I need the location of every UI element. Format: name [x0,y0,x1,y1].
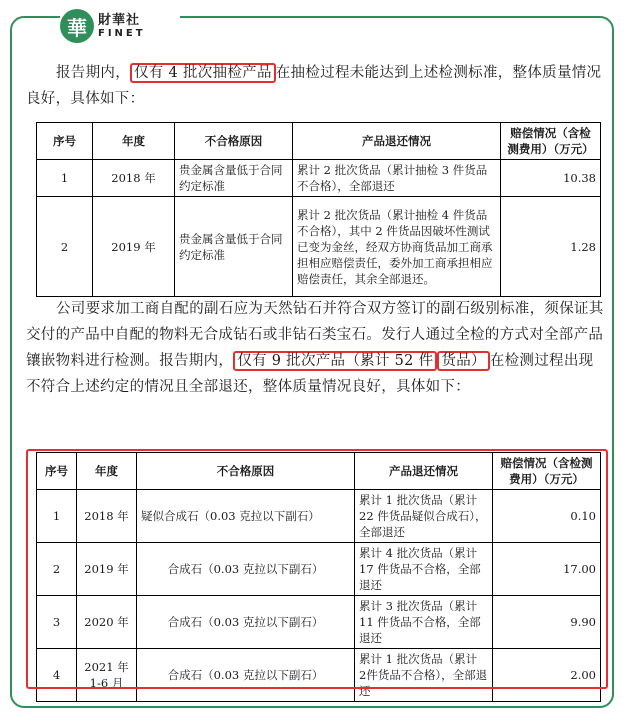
t2-header-no: 序号 [37,453,77,490]
cell-year: 2020 年 [77,596,137,649]
t1-header-return: 产品退还情况 [293,123,501,160]
cell-compensation: 10.38 [501,160,601,197]
table-stone-check [36,452,601,702]
intro-paragraph [26,60,606,112]
cell-compensation: 0.10 [493,490,601,543]
body-highlight-b: 货品） [437,351,489,371]
body-highlight-a: 仅有 9 批次产品（累计 52 件 [233,351,437,371]
logo-mark-icon: 華 [60,9,94,43]
table-row [37,160,601,197]
cell-no: 4 [37,649,77,702]
cell-no: 2 [37,197,93,297]
cell-compensation: 1.28 [501,197,601,297]
cell-return: 累计 1 批次货品（累计 2件货品不合格），全部退还 [355,649,493,702]
table-row [37,543,601,596]
cell-reason: 疑似合成石（0.03 克拉以下副石） [137,490,355,543]
cell-year: 2018 年 [77,490,137,543]
body-text-1: 公司要求加工商自配的副石应为天然钻石并符合双方签订的副石级别标准，须保证其交付的产品中自配的物料无合成钻石或非钻石类宝石。发行人通过全检的方式对全部产品镶嵌物料进行检测。报告期内， [26,301,604,369]
cell-no: 1 [37,490,77,543]
logo-name-en: FINET [98,27,146,39]
t1-header-reason: 不合格原因 [175,123,293,160]
cell-return: 累计 1 批次货品（累计 22 件货品疑似合成石），全部退还 [355,490,493,543]
cell-return: 累计 2 批次货品（累计抽检 4 件货品不合格），其中 2 件货品因破坏性测试已变为金丝，经双方协商货品加工商承担相应赔偿责任，委外加工商承担相应赔偿责任，其余全部退还。 [293,197,501,297]
cell-year: 2018 年 [93,160,175,197]
table-row [37,490,601,543]
cell-reason: 合成石（0.03 克拉以下副石） [137,649,355,702]
cell-compensation: 17.00 [493,543,601,596]
cell-reason: 贵金属含量低于合同约定标准 [175,160,293,197]
table-row [37,649,601,702]
t1-header-year: 年度 [93,123,175,160]
cell-year: 2019 年 [77,543,137,596]
intro-before: 报告期内， [56,65,130,81]
cell-return: 累计 3 批次货品（累计 11 件货品不合格，全部退还 [355,596,493,649]
cell-no: 1 [37,160,93,197]
cell-reason: 合成石（0.03 克拉以下副石） [137,543,355,596]
table-row [37,197,601,297]
t1-header-no: 序号 [37,123,93,160]
cell-reason: 合成石（0.03 克拉以下副石） [137,596,355,649]
cell-no: 2 [37,543,77,596]
t2-header-compensation: 赔偿情况（含检测费用）（万元） [493,453,601,490]
t2-header-reason: 不合格原因 [137,453,355,490]
cell-compensation: 9.90 [493,596,601,649]
t2-header-year: 年度 [77,453,137,490]
cell-year: 2019 年 [93,197,175,297]
finet-logo [60,4,180,48]
table-row [37,596,601,649]
intro-after: 在抽检过程未能达到上述检测标准，整体质量情况良好，具体如下： [26,65,602,107]
cell-return: 累计 4 批次货品（累计 17 件货品不合格，全部退还 [355,543,493,596]
intro-highlight: 仅有 4 批次抽检产品 [130,63,276,83]
table-quality-check [36,122,601,297]
cell-compensation: 2.00 [493,649,601,702]
body-text-2: 在检测过程出现不符合上述约定的情况且全部退还，整体质量情况良好，具体如下： [26,353,594,395]
t2-header-return: 产品退还情况 [355,453,493,490]
logo-name-cn: 財華社 [98,12,141,28]
cell-no: 3 [37,596,77,649]
cell-year: 2021 年 1-6 月 [77,649,137,702]
cell-reason: 贵金属含量低于合同约定标准 [175,197,293,297]
t1-header-compensation: 赔偿情况（含检测费用）（万元） [501,123,601,160]
cell-return: 累计 2 批次货品（累计抽检 3 件货品不合格），全部退还 [293,160,501,197]
body-paragraph [26,296,606,400]
